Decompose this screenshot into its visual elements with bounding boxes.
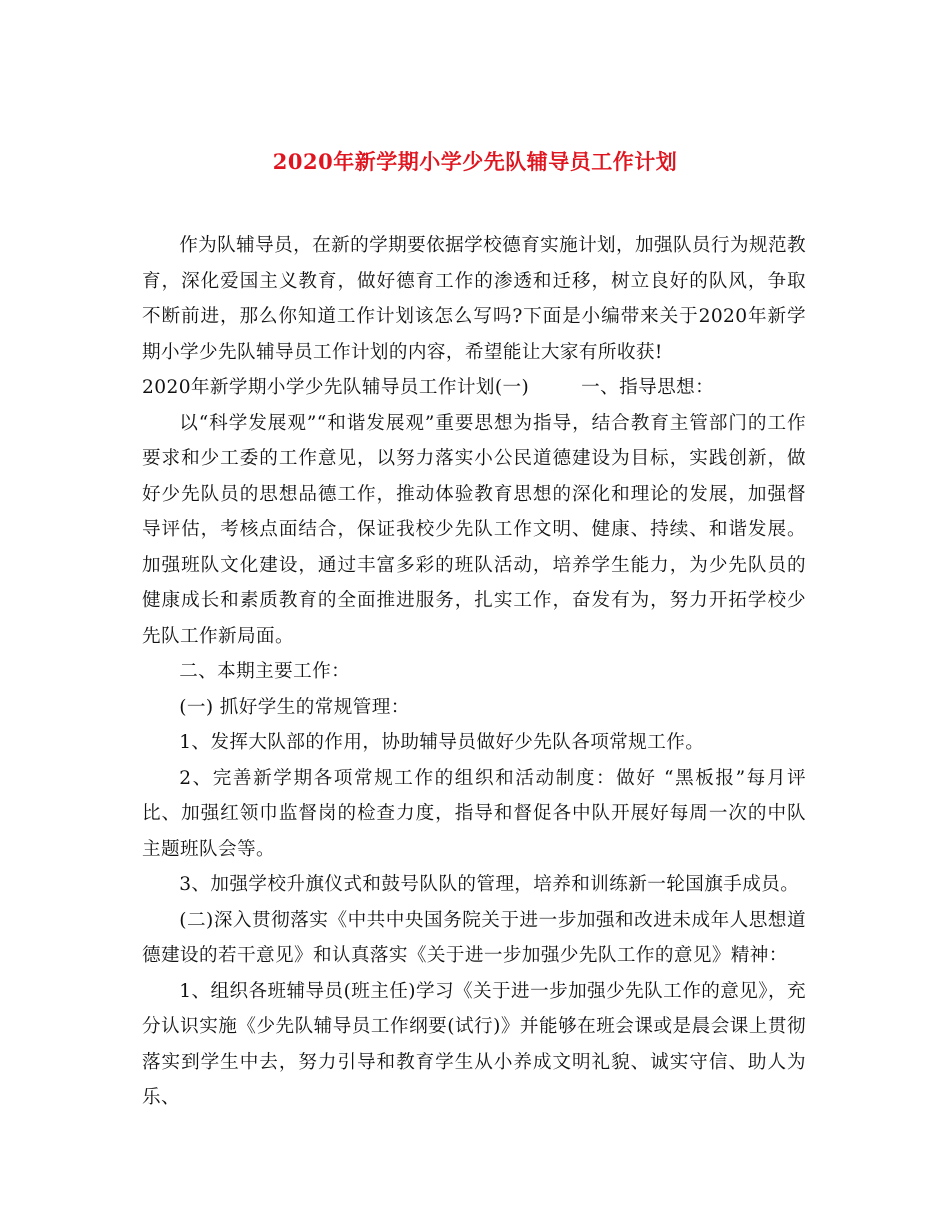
main-work-heading: 二、本期主要工作： <box>179 661 351 682</box>
guiding-paragraph: 以“科学发展观”“和谐发展观”重要思想为指导，结合教育主管部门的工作要求和少工委的工作意见，以努力落实小公民道德建设为目标，实践创新，做好少先队员的思想品德工作，推动体验教育思想的深化和理论的发展，加强督导评估，考核点面结合，保证我校少先队工作文明、健康、持续、和谐发展。加强班队文化建设，通过丰富多彩的班队活动，培养学生能力，为少先队员的健康成长和素质教育的全面推进服务，扎实工作，奋发有为，努力开拓学校少先队工作新局面。 <box>142 412 806 647</box>
section-title: 2020年新学期小学少先队辅导员工作计划(一) <box>142 377 530 398</box>
guiding-heading: 一、指导思想： <box>581 377 715 398</box>
intro-paragraph: 作为队辅导员，在新的学期要依据学校德育实施计划，加强队员行为规范教育，深化爱国主义教育，做好德育工作的渗透和迁移，树立良好的队风，争取不断前进，那么你知道工作计划该怎么写吗?下面是小编带来关于2020年新学期小学少先队辅导员工作计划的内容，希望能让大家有所收获! <box>142 235 806 363</box>
list-item: 3、加强学校升旗仪式和鼓号队队的管理，培养和训练新一轮国旗手成员。 <box>179 874 800 895</box>
list-item: 2、完善新学期各项常规工作的组织和活动制度：做好 “黑板报”每月评比、加强红领巾监督岗的检查力度，指导和督促各中队开展好每周一次的中队主题班队会等。 <box>142 767 806 860</box>
document-body <box>142 228 806 1116</box>
list-item: 1、发挥大队部的作用，协助辅导员做好少先队各项常规工作。 <box>179 732 705 753</box>
sub-heading-implementation: (二)深入贯彻落实《中共中央国务院关于进一步加强和改进未成年人思想道德建设的若干意见》和认真落实《关于进一步加强少先队工作的意见》精神： <box>142 909 806 966</box>
sub-heading-routine: (一) 抓好学生的常规管理： <box>179 696 410 718</box>
list-item: 1、组织各班辅导员(班主任)学习《关于进一步加强少先队工作的意见》，充分认识实施《少先队辅导员工作纲要(试行)》并能够在班会课或是晨会课上贯彻落实到学生中去，努力引导和教育学生从小养成文明礼貌、诚实守信、助人为乐、 <box>142 980 806 1108</box>
section-title-line <box>142 370 806 406</box>
document-title: 2020年新学期小学少先队辅导员工作计划 <box>272 149 678 174</box>
